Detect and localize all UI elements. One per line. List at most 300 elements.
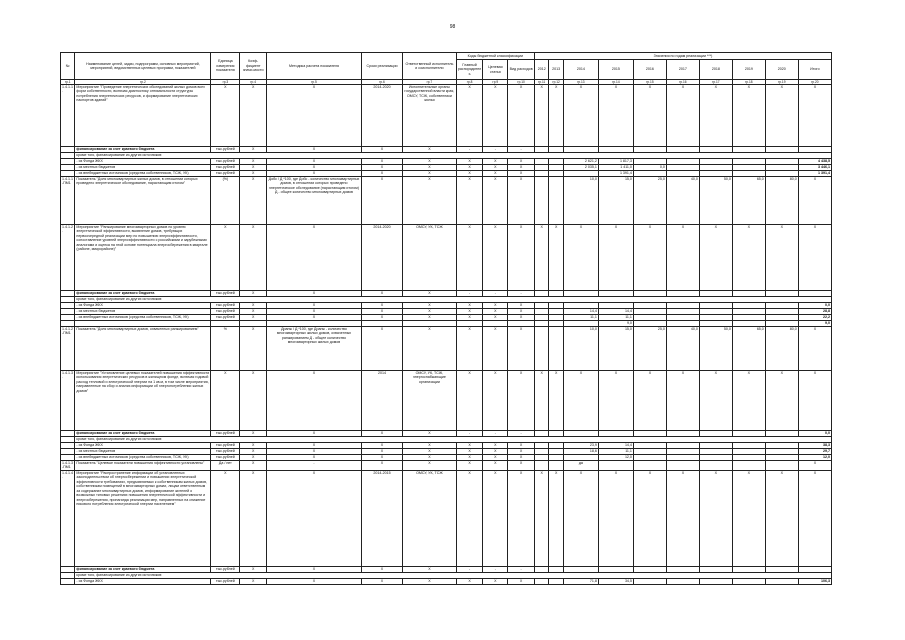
table-cell: тыс.рублей [211,309,240,315]
row-name: - из местных бюджетов [75,449,211,455]
table-cell: X [798,327,831,371]
table-cell: X [483,327,508,371]
column-number: гр.19 [765,80,798,85]
header-year: 2012 [535,60,549,80]
table-cell: 1 391,4 [598,171,633,177]
row-name: Показатель "Доля многоквартирных жилых домов, в отношении которых проведено энергетическое обследование, нарастающим итогом" [75,177,211,225]
table-cell: X [267,443,362,449]
table-cell: X [403,455,457,461]
table-cell [535,578,549,584]
table-cell: X [211,225,240,291]
table-cell: X [240,159,267,165]
table-cell: X [765,371,798,431]
table-cell: X [483,455,508,461]
table-cell: тыс.рублей [211,291,240,297]
table-cell: X [403,165,457,171]
table-cell: - [456,291,483,297]
table-cell: X [240,470,267,566]
table-cell: X [483,470,508,566]
table-cell: X [633,371,666,431]
table-cell [549,177,563,225]
header-budget-codes: Коды бюджетной классификации [456,53,534,60]
table-cell: 10,0 [563,327,598,371]
table-cell: 38,3 [798,443,831,449]
table-cell: X [361,171,402,177]
table-cell: 11,1 [598,449,633,455]
table-cell: X [508,449,535,455]
table-cell: 22,2 [798,315,831,321]
table-cell: X [508,371,535,431]
table-cell: X [456,159,483,165]
table-cell: X [508,303,535,309]
table-cell: X [549,470,563,566]
table-cell: 9,0 [798,321,831,327]
table-cell: X [598,85,633,147]
table-row [61,461,832,471]
table-cell: X [456,309,483,315]
table-cell: 2014 [361,371,402,431]
table-cell: X [508,327,535,371]
column-number: гр.5 [267,80,362,85]
table-cell: 9,0 [598,321,633,327]
table-cell: X [508,470,535,566]
table-cell: X [456,455,483,461]
table-cell: X [508,225,535,291]
table-cell: ОМСУ, УК, ТСЖ, энергоснабжающие организации [403,371,457,431]
table-cell: тыс.рублей [211,303,240,309]
table-cell [549,578,563,584]
table-cell: Дранж / Д *100, где Дранж - количество многоквартирных жилых домов, охваченных ранжированием Д - общее количество многоквартирных жилых домов [267,327,362,371]
table-cell: X [240,177,267,225]
table-cell: - [483,291,508,297]
row-name: - из Фонда ЖКХ [75,159,211,165]
table-cell: X [456,470,483,566]
table-cell [633,578,666,584]
table-cell: X [211,470,240,566]
table-cell: X [361,443,402,449]
table-cell: X [240,578,267,584]
column-number: гр.6 [361,80,402,85]
table-row [61,177,832,225]
column-number: гр.3 [211,80,240,85]
table-cell: тыс.рублей [211,147,240,153]
table-cell: тыс.рублей [211,159,240,165]
table-cell: X [732,225,765,291]
table-cell: X [633,225,666,291]
table-cell: X [240,303,267,309]
header-year: 2016 [633,60,666,80]
table-cell: X [267,449,362,455]
table-cell [549,461,563,471]
header-year: 2019 [732,60,765,80]
table-cell: X [403,431,457,437]
row-name: Мероприятие "Установление целевых показателей повышения эффективности использования энергетических ресурсов в жилищном фонде, включая годовой расход тепловой и электрической энергии на 1 кв.м, в том числе мероприятия, направленные на сбор и анализ информации об энергопотреблении жилых домов" [75,371,211,431]
table-cell: X [508,171,535,177]
row-name: Мероприятие "Ранжирование многоквартирных домов по уровню энергетической эффективности, выявление домов, требующих первоочередной реализации мер по повышению энергоэффективности, сопоставление уровней энергоэффективности с российскими и зарубежными аналогами и оценка на этой основе потенциала энергосбережения в квартале (районе, микрорайоне)" [75,225,211,291]
row-number [61,578,75,584]
table-cell: 2014-2020 [361,85,402,147]
table-cell: X [361,455,402,461]
table-cell: X [240,449,267,455]
table-cell: X [267,470,362,566]
column-number: гр.14 [598,80,633,85]
table-cell: X [508,315,535,321]
table-cell: X [508,165,535,171]
table-cell: X [508,461,535,471]
table-cell: X [633,470,666,566]
table-cell: X [240,566,267,572]
table-cell [699,578,732,584]
table-cell: X [361,309,402,315]
table-cell: (%) [211,177,240,225]
row-name: - из внебюджетных источников (средства собственников, ТСЖ, УК) [75,315,211,321]
table-cell: 10,0 [563,177,598,225]
column-number: гр.9 [483,80,508,85]
table-cell: X [361,431,402,437]
table-cell: X [456,578,483,584]
table-cell: X [666,470,699,566]
table-cell: X [240,431,267,437]
table-cell: X [508,309,535,315]
table-cell: X [732,85,765,147]
column-number: гр.16 [666,80,699,85]
table-cell: 23,9 [563,443,598,449]
table-cell: X [211,85,240,147]
table-cell: 106,3 [798,578,831,584]
table-cell: X [483,315,508,321]
table-cell: X [456,303,483,309]
table-cell: X [403,566,457,572]
table-cell: - [508,431,535,437]
table-cell: X [483,171,508,177]
table-cell: 18,6 [563,449,598,455]
row-number: 1.4.1.1-ПМ1 [61,177,75,225]
table-cell: X [483,371,508,431]
table-cell [549,327,563,371]
table-cell: X [483,85,508,147]
table-cell: - [508,291,535,297]
table-cell [765,461,798,471]
table-body [61,85,832,585]
table-cell: - [483,566,508,572]
row-name: - из Фонда ЖКХ [75,303,211,309]
table-cell: X [403,303,457,309]
table-cell: X [549,371,563,431]
table-cell: % [211,327,240,371]
table-cell: X [456,327,483,371]
table-cell: 1 411,0 [598,165,633,171]
table-cell: X [535,470,549,566]
table-cell: 2014-2015 [361,470,402,566]
table-cell: X [456,165,483,171]
header-total: Итого [798,60,831,80]
table-cell: 15,0 [598,177,633,225]
table-cell: X [563,85,598,147]
header-year: 2013 [549,60,563,80]
table-cell: X [240,327,267,371]
table-cell [633,461,666,471]
column-number: гр.13 [563,80,598,85]
row-name: - из Фонда ЖКХ [75,443,211,449]
table-cell: X [563,225,598,291]
table-cell: 11,1 [563,315,598,321]
table-cell: X [361,315,402,321]
header-year: 2014 [563,60,598,80]
table-cell: 2014-2020 [361,225,402,291]
table-cell: X [267,455,362,461]
table-cell: X [508,443,535,449]
table-cell: X [267,566,362,572]
header-name: Наименование целей, задач, подпрограмм, основных мероприятий, мероприятий, ведомственных целевых программ, показателей [75,53,211,80]
table-cell: X [666,371,699,431]
table-cell: X [240,461,267,471]
table-cell: X [535,225,549,291]
table-cell: X [798,225,831,291]
row-caption: кроме того, финансирование из других источников: [75,437,832,443]
table-cell: X [563,371,598,431]
table-cell: X [267,171,362,177]
table-cell: X [403,177,457,225]
table-cell: X [765,470,798,566]
table-cell: X [535,371,549,431]
table-cell: X [666,85,699,147]
table-cell: - [456,431,483,437]
table-cell: - [508,566,535,572]
row-name: финансирование за счет краевого бюджета [75,566,211,572]
table-cell: тыс.рублей [211,165,240,171]
table-cell: X [456,171,483,177]
table-cell: X [267,309,362,315]
table-cell: X [456,315,483,321]
column-number: гр.12 [549,80,563,85]
header-year: 2017 [666,60,699,80]
table-cell: 14,4 [598,443,633,449]
table-cell: - [483,147,508,153]
table-cell: X [267,159,362,165]
column-number: гр.17 [699,80,732,85]
row-number: 1.4.1.2. [61,225,75,291]
table-cell: - [483,431,508,437]
table-cell: X [508,177,535,225]
table-cell: 25,0 [633,327,666,371]
table-cell: 40,0 [666,177,699,225]
table-cell: тыс.рублей [211,566,240,572]
table-cell: X [361,566,402,572]
table-cell: X [403,443,457,449]
table-cell: X [508,85,535,147]
table-cell: X [361,159,402,165]
row-number: 1.4.1.3. [61,371,75,431]
row-number: 1.4.1.2-ПМ1 [61,327,75,371]
table-cell [732,461,765,471]
table-cell: X [361,303,402,309]
table-cell: 12,0 [798,455,831,461]
table-cell: X [240,165,267,171]
table-cell: X [699,470,732,566]
table-cell: X [361,578,402,584]
table-cell: X [798,371,831,431]
header-year: 2018 [699,60,732,80]
table-cell [765,578,798,584]
table-cell: X [361,291,402,297]
table-row [61,85,832,147]
header-main-manager: Главный распорядитель [456,60,483,80]
header-year: 2020 [765,60,798,80]
table-cell: ОМСУ, УК, ТСЖ [403,225,457,291]
table-cell: 25,0 [633,177,666,225]
table-cell: X [240,309,267,315]
header-yearly-values: Значения по годам реализации ***) [535,53,832,60]
row-number: 1.4.1.1. [61,85,75,147]
table-cell [535,461,549,471]
table-cell: X [508,159,535,165]
table-row [61,578,832,584]
table-cell: тыс.рублей [211,578,240,584]
table-cell: 0,0 [633,165,666,171]
table-cell: 65,0 [732,177,765,225]
column-number: гр.20 [798,80,831,85]
table-cell: тыс.рублей [211,455,240,461]
table-cell [666,461,699,471]
table-cell: X [598,470,633,566]
table-cell: X [361,449,402,455]
table-cell: - [456,147,483,153]
table-cell: X [240,291,267,297]
row-name: Показатель "Доля многоквартирных домов, охваченных ранжированием" [75,327,211,371]
table-cell: X [240,371,267,431]
table-cell: 34,5 [598,578,633,584]
table-cell: X [456,225,483,291]
table-cell: X [798,177,831,225]
table-cell: X [456,449,483,455]
table-cell: 65,0 [732,327,765,371]
table-cell: X [798,470,831,566]
table-cell: X [483,225,508,291]
table-cell: тыс.рублей [211,315,240,321]
table-cell: X [361,165,402,171]
table-cell: X [633,85,666,147]
column-number: гр.8 [456,80,483,85]
table-cell: X [765,225,798,291]
table-cell: тыс.рублей [211,443,240,449]
table-cell: Исполнительные органы государственной власти края, ОМСУ, ТСЖ, собственники жилья [403,85,457,147]
table-cell: X [361,327,402,371]
table-cell: - [456,566,483,572]
table-cell: X [732,371,765,431]
table-cell: 1 817,3 [598,159,633,165]
row-name: финансирование за счет краевого бюджета [75,291,211,297]
table-cell [666,578,699,584]
table-cell: X [403,449,457,455]
column-number: гр.1 [61,80,75,85]
table-cell: 0,0 [798,431,831,437]
row-name: - из внебюджетных источников (средства собственников, ТСЖ, УК) [75,455,211,461]
table-cell: X [456,177,483,225]
table-cell: 4 438,5 [798,159,831,165]
column-number: гр.4 [240,80,267,85]
table-cell: X [403,578,457,584]
row-name: - из местных бюджетов [75,165,211,171]
table-cell: X [798,461,831,471]
table-cell: 11,1 [598,315,633,321]
column-number: гр.18 [732,80,765,85]
table-cell: 40,0 [666,327,699,371]
table-cell: 80,0 [765,177,798,225]
table-cell: 2 621,2 [563,159,598,165]
table-cell: 80,0 [765,327,798,371]
table-cell: X [456,85,483,147]
row-caption: кроме того, финансирование из других источников: [75,297,832,303]
table-cell: тыс.рублей [211,449,240,455]
table-cell: 2 035,1 [563,165,598,171]
table-cell: X [267,85,362,147]
page-number: 98 [449,24,456,30]
row-name: финансирование за счет краевого бюджета [75,147,211,153]
table-cell: X [456,443,483,449]
program-table [60,52,832,585]
table-cell: 50,0 [699,177,732,225]
header-method: Методика расчета показателя [267,53,362,80]
table-cell: X [403,147,457,153]
table-cell: X [403,461,457,471]
table-cell: X [403,309,457,315]
table-cell: 50,0 [699,327,732,371]
table-cell: X [403,315,457,321]
column-number: гр.10 [508,80,535,85]
table-cell: X [483,449,508,455]
table-row [61,225,832,291]
table-cell: X [798,85,831,147]
header-target-article: Целевая статья [483,60,508,80]
table-cell: X [403,327,457,371]
table-cell: X [483,303,508,309]
header-responsible: Ответственный исполнитель и соисполнители [403,53,457,80]
table-cell: X [699,225,732,291]
table-cell: X [508,455,535,461]
header-no: № [61,53,75,80]
table-cell: X [403,171,457,177]
table-cell: X [267,147,362,153]
row-name: - из внебюджетных источников (средства собственников, ТСЖ, УК) [75,171,211,177]
row-name: - из Фонда ЖКХ [75,578,211,584]
table-cell: X [361,177,402,225]
row-caption: кроме того, финансирование из других источников: [75,153,832,159]
table-cell: X [240,225,267,291]
table-cell [732,578,765,584]
header-unit: Единица измерения показателя [211,53,240,80]
table-cell: X [483,443,508,449]
table-cell: 0,0 [798,303,831,309]
table-cell: 28,8 [798,309,831,315]
table-cell: тыс.рублей [211,431,240,437]
row-number: 1.4.1.3-ПМ1 [62,461,73,470]
table-cell [535,177,549,225]
table-cell: X [361,461,402,471]
table-cell: X [483,309,508,315]
table-cell: Да / нет [211,461,240,471]
row-name: Показатель "Целевые показатели повышения эффективности установлены" [75,461,211,471]
table-cell: X [666,225,699,291]
table-cell: X [403,291,457,297]
header-year: 2015 [598,60,633,80]
table-cell: X [267,303,362,309]
table-cell: X [267,225,362,291]
table-cell: X [267,578,362,584]
table-cell: X [483,159,508,165]
table-cell: X [765,85,798,147]
table-cell: X [483,578,508,584]
table-cell [535,327,549,371]
